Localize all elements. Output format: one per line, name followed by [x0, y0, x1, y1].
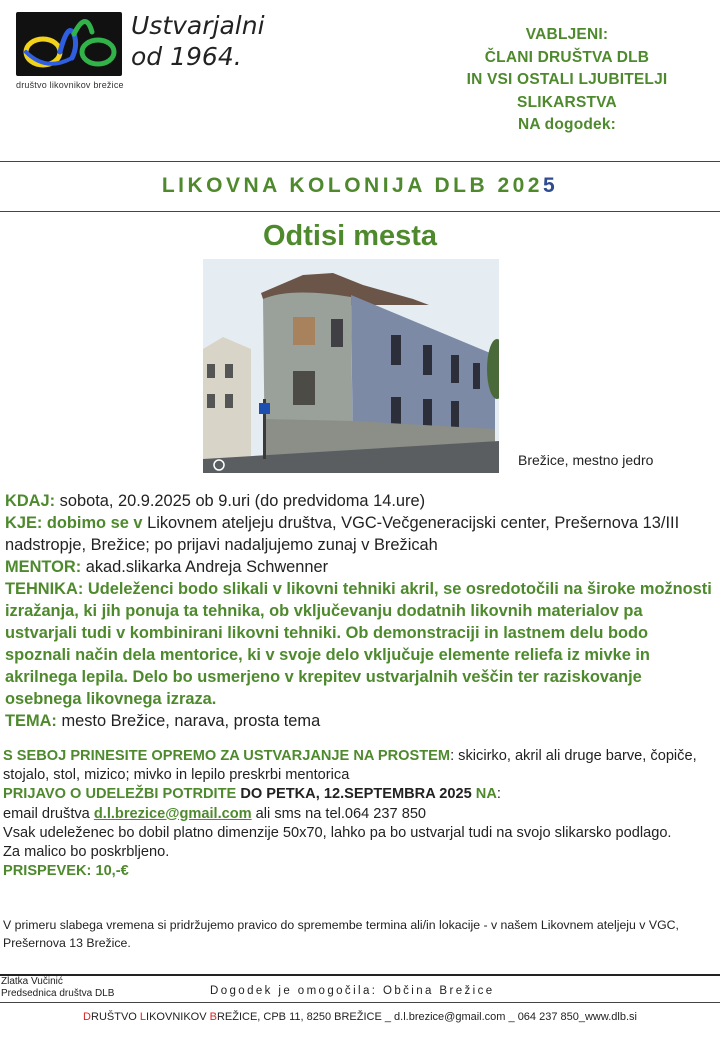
footer [0, 1011, 720, 1023]
platno-line: Vsak udeleženec bo dobil platno dimenzije 50x70, lahko pa bo ustvarjal tudi na svojo slikarsko podlago. [3, 824, 672, 841]
oprema-label: S SEBOJ PRINESITE OPREMO ZA USTVARJANJE NA PROSTEM [3, 748, 451, 764]
event-subtitle: Odtisi mesta [262, 220, 438, 252]
prijava-na: NA [471, 786, 497, 803]
tehnika-value: Udeleženci bodo slikali v likovni tehniki akril, se osredotočili na široke možnosti izražanja, ki jih ponuja ta tehnika, ob vključevanju dodatnih likovnih materialov pa ustvarjali tudi v kombinirani likovni tehniki. Ob demonstraciji in lastnem delu bodo spoznali način dela mentorice, ki v svoje delo vključuje elemente reliefa iz mivke in akrilnega lepila. Delo bo usmerjeno v krepitev ustvarjalnih veščin ter raziskovanje osebnega likovnega izraza. [5, 580, 712, 708]
invite-line: ČLANI DRUŠTVA DLB [484, 48, 650, 66]
kdaj-value: sobota, 20.9.2025 ob 9.uri (do predvidoma 14.ure) [55, 492, 426, 510]
event-details [5, 490, 717, 732]
footer-likovnikov: IKOVNIKOV [146, 1011, 210, 1023]
tehnika-label: TEHNIKA: [5, 580, 84, 598]
prispevek-line: PRISPEVEK: 10,-€ [3, 863, 129, 880]
detail-tema [5, 710, 717, 732]
prijava-colon: : [496, 786, 501, 803]
contact-line [3, 805, 718, 824]
sponsor-line: Dogodek je omogočila: Občina Brežice [210, 985, 495, 997]
mentor-label: MENTOR: [5, 558, 82, 576]
tema-value: mesto Brežice, narava, prosta tema [56, 712, 321, 730]
detail-kje [5, 512, 717, 556]
prijava-deadline: DO PETKA, 12.SEPTEMBRA 2025 [236, 786, 472, 803]
building-illustration [203, 259, 499, 473]
footer-l: L [139, 1011, 147, 1023]
oprema-value: : skicirko, akril ali druge barve, čopiče, stojalo, stol, mizico; mivko in lepilo preskrbi mentorica [3, 748, 697, 784]
invite-line: VABLJENI: [525, 26, 609, 43]
event-title-year-last: 5 [542, 174, 559, 197]
logo-subtitle: društvo likovnikov brežice [16, 80, 124, 90]
kje-value: Likovnem ateljeju društva, VGC-Večgeneracijski center, Prešernova 13/III nadstropje, Brežice; po prijavi nadaljujemo zunaj v Brežicah [5, 514, 680, 554]
oprema-line [3, 747, 718, 785]
photo-caption: Brežice, mestno jedro [518, 452, 654, 468]
divider-footer [0, 1002, 720, 1003]
invitation [446, 24, 688, 137]
weather-notice: V primeru slabega vremena si pridržujemo pravico do spremembe termina ali/in lokacije - v našem Likovnem ateljeju v VGC, Prešernova 13 Brežice. [3, 918, 679, 950]
email-prefix: email društva [3, 805, 94, 822]
slogan [131, 10, 265, 72]
tema-label: TEMA: [5, 712, 57, 730]
town-photo [203, 259, 499, 473]
invite-line: IN VSI OSTALI LJUBITELJI [466, 71, 668, 88]
footer-drustvo: RUŠTVO [91, 1011, 140, 1023]
kje-label: KJE: dobimo se v [5, 514, 143, 532]
sms-text: ali sms na tel.064 237 850 [251, 805, 427, 822]
kdaj-label: KDAJ: [5, 492, 56, 510]
detail-mentor [5, 556, 717, 578]
dlb-logo [16, 12, 122, 76]
slogan-line-2: od 1964. [131, 42, 242, 71]
event-title [0, 174, 720, 198]
prijava-line [3, 785, 718, 804]
prijava-label: PRIJAVO O UDELEŽBI POTRDITE [3, 786, 237, 803]
footer-d: D [83, 1011, 91, 1023]
divider-top [0, 161, 720, 162]
mentor-value: akad.slikarka Andreja Schwenner [81, 558, 329, 576]
slogan-line-1: Ustvarjalni [131, 11, 265, 40]
extra-info [3, 747, 718, 881]
malica-line: Za malico bo poskrbljeno. [3, 844, 170, 861]
footer-b: B [209, 1011, 217, 1023]
footer-rest: REŽICE, CPB 11, 8250 BREŽICE _ d.l.brezice@gmail.com _ 064 237 850_www.dlb.si [216, 1011, 637, 1023]
invite-line: SLIKARSTVA [517, 93, 617, 111]
divider-title [0, 211, 720, 212]
signature-role: Predsednica društva DLB [1, 988, 115, 999]
detail-kdaj [5, 490, 717, 512]
email-link[interactable]: d.l.brezice@gmail.com [93, 805, 252, 822]
dlb-logo-icon [16, 12, 122, 76]
signature [1, 976, 114, 1000]
invite-line: NA dogodek: [517, 116, 617, 133]
event-title-main: LIKOVNA KOLONIJA DLB 202 [161, 174, 543, 197]
signature-name: Zlatka Vučinić [1, 976, 63, 987]
detail-tehnika [5, 578, 717, 710]
